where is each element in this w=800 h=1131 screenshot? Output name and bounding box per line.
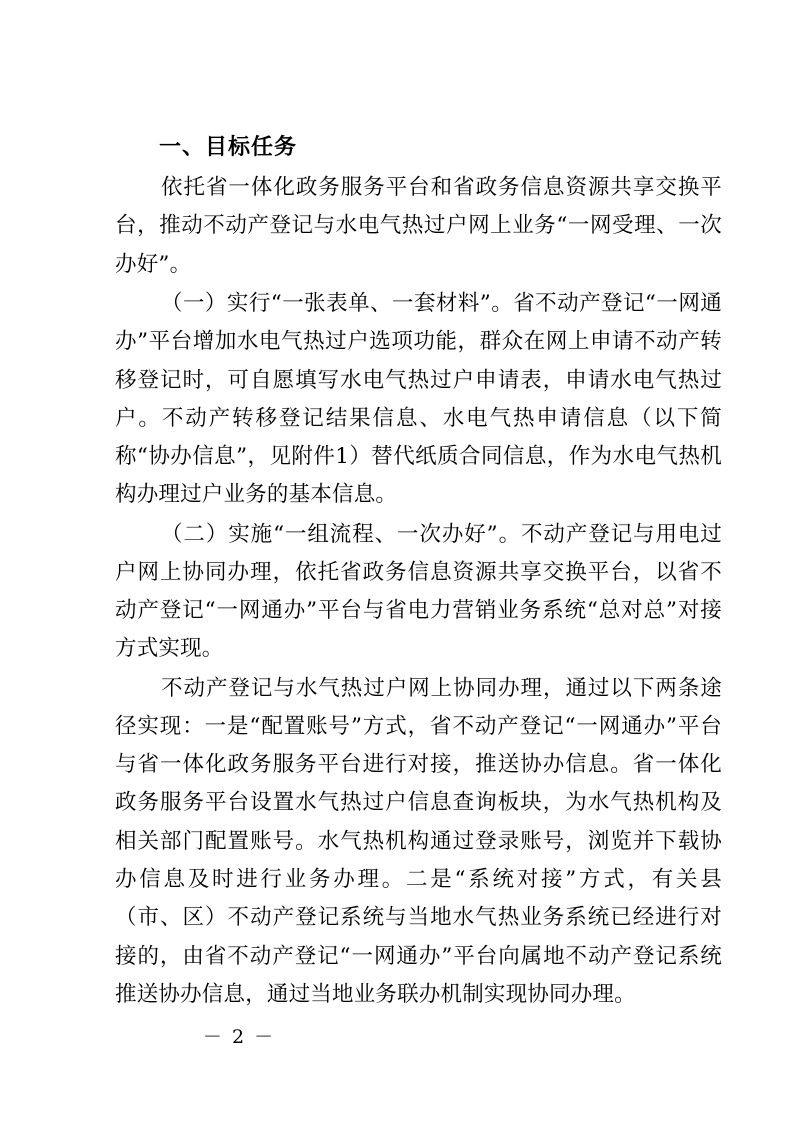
page-number [0,1022,800,1049]
paragraph-item-1: （一）实行“一张表单、一套材料”。省不动产登记“一网通办”平台增加水电气热过户选项功能，群众在网上申请不动产转移登记时，可自愿填写水电气热过户申请表，申请水电气热过户。不动产转移登记结果信息、水电气热申请信息（以下简称“协办信息”，见附件1）替代纸质合同信息，作为水电气热机构办理过户业务的基本信息。 [115,290,722,508]
paragraph-item-2: （二）实施“一组流程、一次办好”。不动产登记与用电过户网上协同办理，依托省政务信息资源共享交换平台，以省不动产登记“一网通办”平台与省电力营销业务系统“总对总”对接方式实现。 [115,521,722,662]
page-number-text: － 2 － [202,1026,276,1048]
section-heading: 一、目标任务 [159,134,298,160]
paragraph-item-2-continued: 不动产登记与水气热过户网上协同办理，通过以下两条途径实现：一是“配置账号”方式，省不动产登记“一网通办”平台与省一体化政务服务平台进行对接，推送协办信息。省一体化政务服务平台设置水气热过户信息查询板块，为水气热机构及相关部门配置账号。水气热机构通过登录账号，浏览并下载协办信息及时进行业务办理。二是“系统对接”方式，有关县（市、区）不动产登记系统与当地水气热业务系统已经进行对接的，由省不动产登记“一网通办”平台向属地不动产登记系统推送协办信息，通过当地业务联办机制实现协同办理。 [115,675,722,1007]
paragraph-intro: 依托省一体化政务服务平台和省政务信息资源共享交换平台，推动不动产登记与水电气热过户网上业务“一网受理、一次办好”。 [115,175,722,277]
